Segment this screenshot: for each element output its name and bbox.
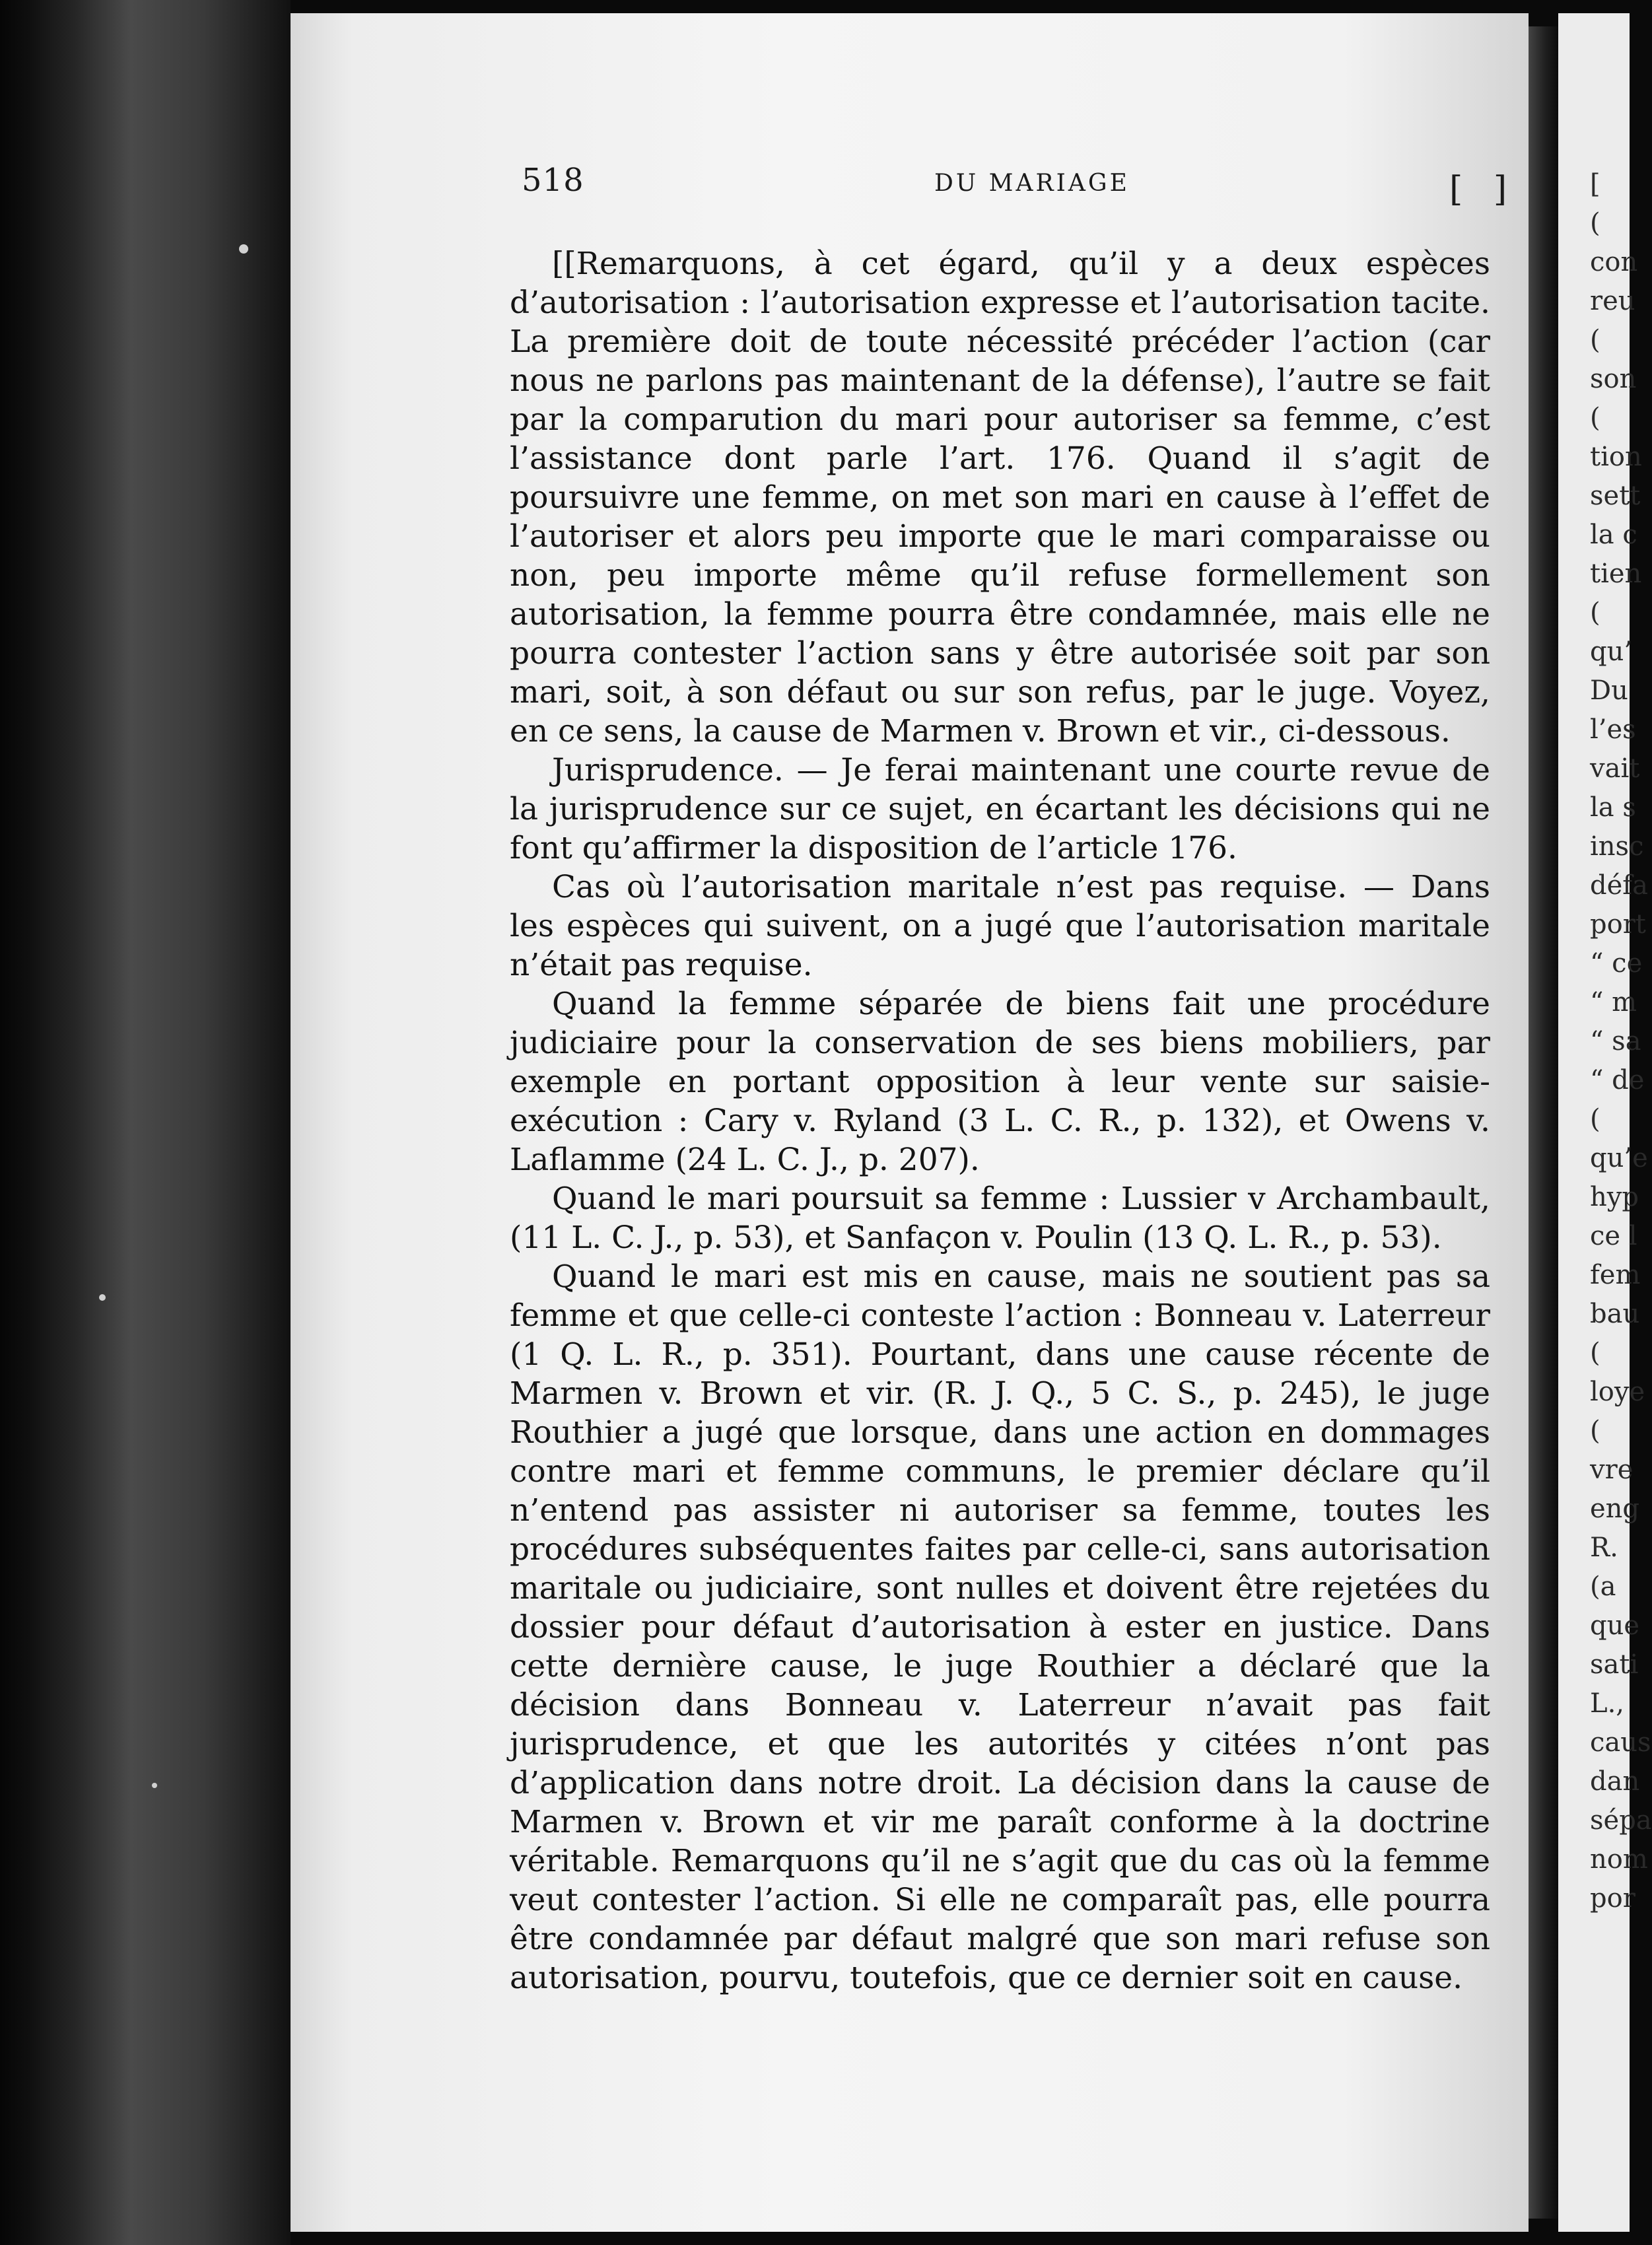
- adjacent-fragment: Du: [1590, 675, 1628, 706]
- adjacent-fragment: caus: [1590, 1727, 1651, 1758]
- adjacent-fragment: (: [1590, 325, 1600, 355]
- paragraph-remarks: [[Remarquons, à cet égard, qu’il y a deux espèces d’autorisation : l’autorisation expresse et l’autorisation tacite. La première doit de toute nécessité précéder l’action (car nous ne parlons pas maintenant de la défense), l’autre se fait par la comparution du mari pour autoriser sa femme, c’est l’assistance dont parle l’art. 176. Quand il s’agit de poursuivre une femme, on met son mari en cause à l’effet de l’autoriser et alors peu importe que le mari comparaisse ou non, peu importe même qu’il refuse formellement son autorisation, la femme pourra être condamnée, mais elle ne pourra contester l’action sans y être autorisée soit par son mari, soit, à son défaut ou sur son refus, par le juge. Voyez, en ce sens, la cause de Marmen v. Brown et vir., ci-dessous.: [510, 246, 1490, 749]
- adjacent-fragment: reu: [1590, 286, 1635, 316]
- paragraph-cases-not-required: Cas où l’autorisation maritale n’est pas requise. — Dans les espèces qui suivent, on a jugé que l’autorisation maritale n’était pas requise.: [510, 869, 1490, 983]
- paragraph-husband-in-cause: Quand le mari est mis en cause, mais ne soutient pas sa femme et que celle-ci conteste l’action : Bonneau v. Laterreur (1 Q. L. R., p. 351). Pourtant, dans une cause récente de Marmen v. Brown et vir. (R. J. Q., 5 C. S., p. 245), le juge Routhier a jugé que lorsque, dans une action en dommages contre mari et femme communs, le premier déclare qu’il n’entend pas assister ni autoriser sa femme, toutes les procédures subséquentes faites par celle-ci, sans autorisation maritale ou judiciaire, sont nulles et doivent être rejetées du dossier pour défaut d’autorisation à ester en justice. Dans cette dernière cause, le juge Routhier a déclaré que la décision dans Bonneau v. Laterreur n’avait pas fait jurisprudence, et que les autorités y citées n’ont pas d’application dans notre droit. La décision dans la cause de Marmen v. Brown et vir me paraît conforme à la doctrine véritable. Remarquons qu’il ne s’agit que du cas où la femme veut contester l’action. Si elle ne comparaît pas, elle pourra être condamnée par défaut malgré que son mari refuse son autorisation, pourvu, toutefois, que ce dernier soit en cause.: [510, 1259, 1490, 1996]
- paragraph-husband-sues-wife: Quand le mari poursuit sa femme : Lussier v Archambault, (11 L. C. J., p. 53), et Sanfaçon v. Poulin (13 Q. L. R., p. 53).: [510, 1181, 1490, 1256]
- section-title: DU MARIAGE: [934, 170, 1130, 197]
- adjacent-fragment: (: [1590, 1104, 1600, 1134]
- adjacent-fragment: [: [1590, 169, 1600, 199]
- adjacent-fragment: bau: [1590, 1299, 1640, 1329]
- paragraph-separated-wife: Quand la femme séparée de biens fait une procédure judiciaire pour la conservation de ses biens mobiliers, par exemple en portant opposition à leur vente sur saisie-exécution : Cary v. Ryland (3 L. C. R., p. 132), et Owens v. Laflamme (24 L. C. J., p. 207).: [510, 986, 1490, 1178]
- adjacent-fragment: sati: [1590, 1649, 1639, 1680]
- bracket-mark: [ ]: [1449, 170, 1507, 209]
- running-head: [522, 155, 1512, 209]
- adjacent-fragment: eng: [1590, 1494, 1640, 1524]
- adjacent-fragment: sett: [1590, 481, 1641, 511]
- adjacent-fragment: “ sa: [1590, 1026, 1641, 1056]
- book-gutter: [1529, 26, 1558, 2219]
- scan-speck: [239, 244, 248, 254]
- adjacent-fragment: (: [1590, 403, 1600, 433]
- adjacent-fragment: (: [1590, 1416, 1600, 1446]
- adjacent-fragment: tion: [1590, 442, 1642, 472]
- adjacent-fragment: sépa: [1590, 1805, 1652, 1836]
- adjacent-fragment: vait: [1590, 753, 1640, 784]
- adjacent-page-fragments: [1590, 165, 1652, 1918]
- adjacent-fragment: R.: [1590, 1533, 1618, 1563]
- adjacent-fragment: (: [1590, 1338, 1600, 1368]
- adjacent-fragment: son: [1590, 364, 1637, 394]
- adjacent-fragment: nom: [1590, 1844, 1648, 1875]
- scan-speck: [152, 1783, 157, 1788]
- adjacent-fragment: l’es: [1590, 714, 1636, 745]
- adjacent-fragment: fem: [1590, 1260, 1641, 1290]
- adjacent-fragment: port: [1590, 909, 1646, 940]
- adjacent-fragment: (: [1590, 598, 1600, 628]
- adjacent-fragment: “ ce: [1590, 948, 1643, 979]
- adjacent-fragment: L.,: [1590, 1688, 1624, 1719]
- adjacent-fragment: qu’: [1590, 637, 1633, 667]
- adjacent-fragment: vre: [1590, 1455, 1634, 1485]
- adjacent-fragment: ce l: [1590, 1221, 1637, 1251]
- adjacent-fragment: loye: [1590, 1377, 1645, 1407]
- adjacent-fragment: la c: [1590, 520, 1637, 550]
- adjacent-fragment: por: [1590, 1883, 1635, 1914]
- adjacent-fragment: (a: [1590, 1572, 1616, 1602]
- adjacent-fragment: (: [1590, 208, 1600, 238]
- adjacent-fragment: défa: [1590, 870, 1648, 901]
- adjacent-fragment: qu’e: [1590, 1143, 1648, 1173]
- adjacent-fragment: “ de: [1590, 1065, 1645, 1095]
- page-number: 518: [522, 162, 584, 199]
- adjacent-fragment: dan: [1590, 1766, 1640, 1797]
- adjacent-fragment: que: [1590, 1610, 1640, 1641]
- adjacent-fragment: “ m: [1590, 987, 1637, 1018]
- paragraph-jurisprudence: Jurisprudence. — Je ferai maintenant une courte revue de la jurisprudence sur ce sujet, en écartant les décisions qui ne font qu’affirmer la disposition de l’article 176.: [510, 752, 1490, 866]
- adjacent-fragment: insc: [1590, 831, 1644, 862]
- adjacent-fragment: la s: [1590, 792, 1636, 823]
- book-binding-left: [0, 0, 291, 2245]
- body-text: [510, 244, 1490, 1997]
- adjacent-fragment: hyp: [1590, 1182, 1639, 1212]
- adjacent-fragment: con: [1590, 247, 1638, 277]
- adjacent-fragment: tien: [1590, 559, 1642, 589]
- scan-speck: [99, 1294, 106, 1301]
